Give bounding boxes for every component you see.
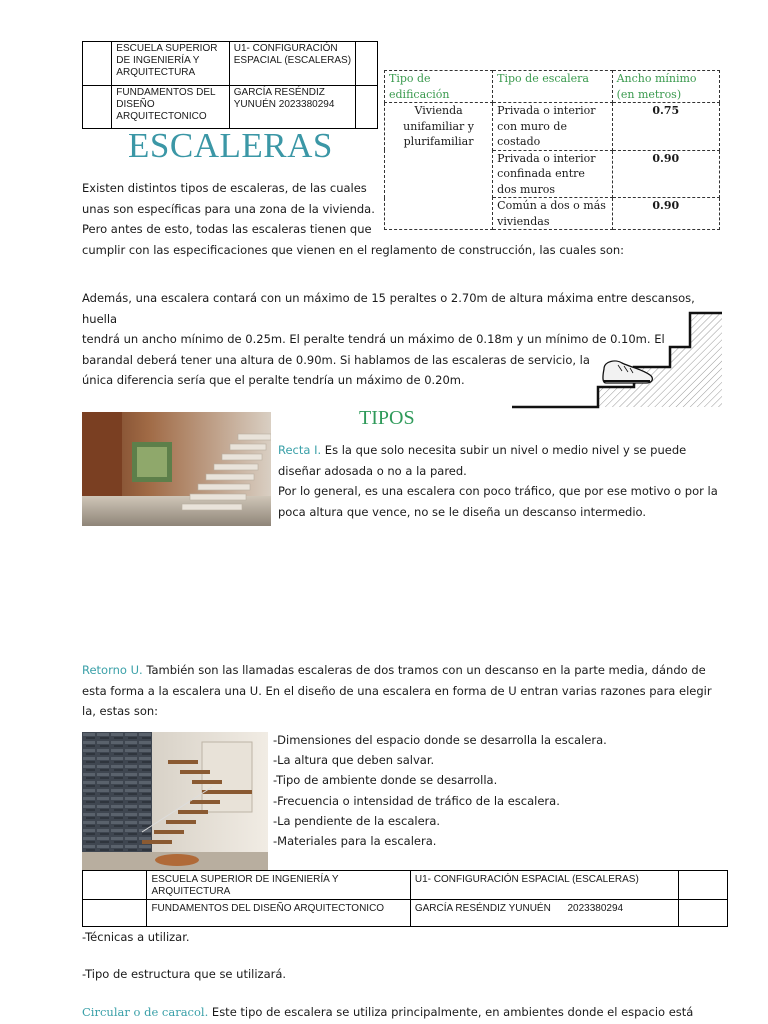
text-line: la, estas son: bbox=[82, 704, 159, 718]
header-table-bottom bbox=[82, 870, 728, 927]
text-line: diseñar adosada o no a la pared. bbox=[278, 463, 467, 478]
text-line: Pero antes de esto, todas las escaleras tienen que bbox=[82, 222, 372, 236]
text-line: Existen distintos tipos de escaleras, de las cuales bbox=[82, 181, 367, 195]
text-line: barandal deberá tener una altura de 0.90m. Si hablamos de las escaleras de servicio, la bbox=[82, 352, 590, 367]
header-blank-cell bbox=[83, 85, 112, 129]
header-course: FUNDAMENTOS DEL DISEÑO ARQUITECTONICO bbox=[112, 85, 229, 129]
stair-type-cell: Privada o interior confinada entre dos muros bbox=[493, 150, 612, 198]
text-line: Este tipo de escalera se utiliza principalmente, en ambientes donde el espacio está bbox=[211, 1005, 694, 1019]
shoe-icon bbox=[603, 361, 652, 383]
list-item: -La pendiente de la escalera. bbox=[273, 813, 441, 828]
circular-paragraph bbox=[82, 1002, 742, 1023]
list-item: -Técnicas a utilizar. bbox=[82, 930, 190, 944]
list-item: -Frecuencia o intensidad de tráfico de la escalera. bbox=[273, 793, 560, 808]
col-header-building: Tipo de edificación bbox=[385, 71, 493, 103]
header-blank-cell bbox=[679, 900, 728, 927]
stair-type-cell: Privada o interior con muro de costado bbox=[493, 103, 612, 151]
width-cell: 0.90 bbox=[612, 198, 719, 230]
header-unit: U1- CONFIGURACIÓN ESPACIAL (ESCALERAS) bbox=[229, 42, 355, 86]
header-school: ESCUELA SUPERIOR DE INGENIERÍA Y ARQUITECTURA bbox=[147, 871, 410, 900]
header-table-top bbox=[82, 41, 378, 129]
header-student: GARCÍA RESÉNDIZ YUNUÉN 2023380294 bbox=[229, 85, 355, 129]
header-blank-cell bbox=[356, 42, 378, 86]
list-item: -La altura que deben salvar. bbox=[273, 753, 435, 768]
recta-label: Recta I. bbox=[278, 443, 322, 457]
u-stair-photo bbox=[82, 732, 268, 870]
section-title-tipos: TIPOS bbox=[359, 407, 415, 429]
stair-diagram-icon bbox=[512, 309, 728, 411]
list-item: -Tipo de estructura que se utilizará. bbox=[82, 967, 287, 981]
header-blank-cell bbox=[83, 871, 147, 900]
text-line: Por lo general, es una escalera con poco tráfico, que por ese motivo o por la bbox=[278, 484, 718, 498]
text-line: Es la que solo necesita subir un nivel o medio nivel y se puede bbox=[324, 443, 687, 457]
stair-type-cell: Común a dos o más viviendas bbox=[493, 198, 612, 230]
text-line: cumplir con las especificaciones que vienen en el reglamento de construcción, las cuales son: bbox=[82, 242, 625, 257]
recta-paragraph bbox=[278, 440, 738, 522]
text-line: tendrá un ancho mínimo de 0.25m. El peralte tendrá un máximo de 0.18m y un mínimo de 0.10m. El bbox=[82, 332, 665, 346]
header-course: FUNDAMENTOS DEL DISEÑO ARQUITECTONICO bbox=[147, 900, 410, 927]
list-item: -Dimensiones del espacio donde se desarrolla la escalera. bbox=[273, 733, 607, 747]
text-line: También son las llamadas escaleras de dos tramos con un descanso en la parte media, dándo de bbox=[146, 663, 706, 677]
reasons-list bbox=[273, 730, 733, 851]
col-header-stair: Tipo de escalera bbox=[493, 71, 612, 103]
list-item: -Materiales para la escalera. bbox=[273, 834, 437, 849]
list-item: -Tipo de ambiente donde se desarrolla. bbox=[273, 773, 498, 788]
text-line: poca altura que vence, no se le diseña un descanso intermedio. bbox=[278, 504, 647, 519]
text-line: única diferencia sería que el peralte tendría un máximo de 0.20m. bbox=[82, 373, 465, 387]
intro-paragraph bbox=[82, 178, 722, 260]
building-type-cell: Vivienda unifamiliar y plurifamiliar bbox=[385, 103, 493, 230]
header-blank-cell bbox=[679, 871, 728, 900]
header-student: GARCÍA RESÉNDIZ YUNUÉN 2023380294 bbox=[410, 900, 679, 927]
header-school: ESCUELA SUPERIOR DE INGENIERÍA Y ARQUITECTURA bbox=[112, 42, 229, 86]
page-title: ESCALERAS bbox=[128, 126, 333, 165]
header-blank-cell bbox=[356, 85, 378, 129]
width-cell: 0.90 bbox=[612, 150, 719, 198]
straight-stair-photo bbox=[82, 412, 271, 526]
width-cell: 0.75 bbox=[612, 103, 719, 151]
retorno-paragraph bbox=[82, 660, 732, 722]
header-unit: U1- CONFIGURACIÓN ESPACIAL (ESCALERAS) bbox=[410, 871, 679, 900]
circular-label: Circular o de caracol. bbox=[82, 1005, 209, 1019]
text-line: Además, una escalera contará con un máximo de 15 peraltes o 2.70m de altura máxima entre descansos, huella bbox=[82, 291, 695, 326]
col-header-width: Ancho mínimo (en metros) bbox=[612, 71, 719, 103]
header-blank-cell bbox=[83, 42, 112, 86]
text-line: unas son específicas para una zona de la vivienda. bbox=[82, 201, 375, 216]
header-blank-cell bbox=[83, 900, 147, 927]
retorno-label: Retorno U. bbox=[82, 663, 143, 677]
text-line: esta forma a la escalera una U. En el diseño de una escalera en forma de U entran varias razones para elegir bbox=[82, 683, 712, 698]
